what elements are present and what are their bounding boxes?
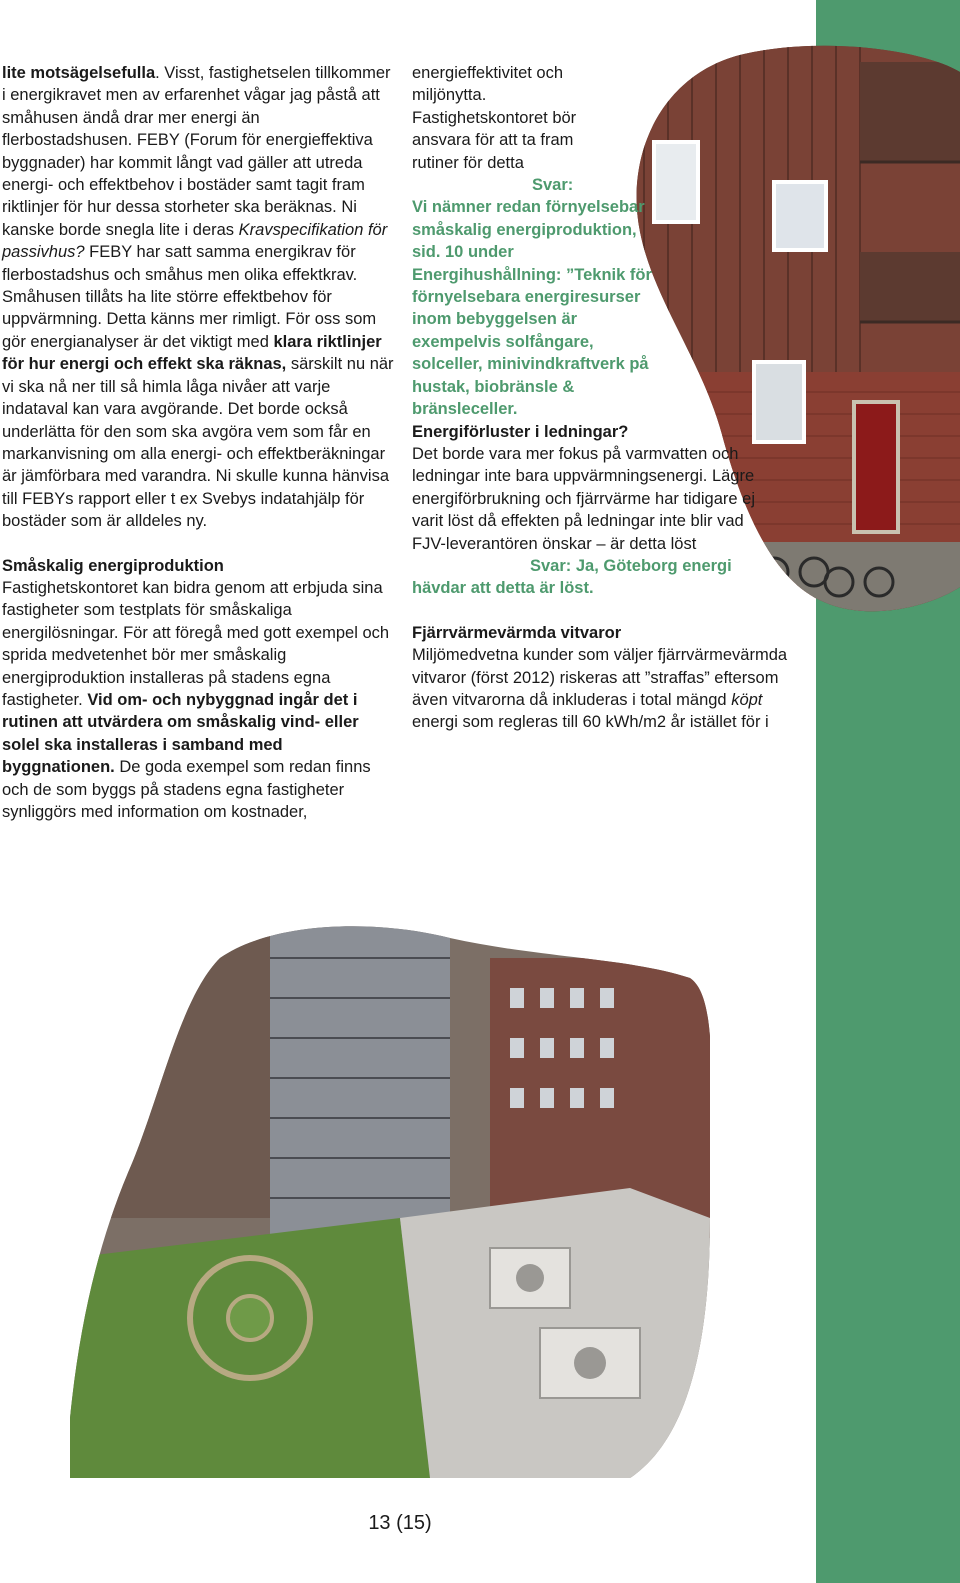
small-scale-text-1: Fastighetskontoret kan bidra genom att erbjuda sina fastigheter som testplats för småskaliga energilösningar. För att föregå med gott exempel och sprida medvetenhet bör mer småskalig energiproduktion installeras på stadens egna fastigheter. xyxy=(2,578,390,709)
heading-energy-losses: Energiförluster i ledningar? xyxy=(412,422,629,441)
small-scale-bold: Vid om- och nybyggnad ingår det i rutinen att utvärdera om småskalig vind- eller solel ska installeras i samband med byggnationen. xyxy=(2,690,359,777)
intro-italic-ref: Kravspecifikation för passivhus? xyxy=(2,220,388,262)
appliances-paragraph xyxy=(412,644,792,734)
answer-2-text: Svar: Ja, Göteborg energi hävdar att detta är löst. xyxy=(412,556,732,598)
intro-paragraph xyxy=(2,62,394,533)
heading-district-heating-appliances: Fjärrvärmevärmda vitvaror xyxy=(412,623,622,642)
intro-bold-guidelines: klara riktlinjer för hur energi och effekt ska räknas, xyxy=(2,332,382,374)
answer-1-text: Vi nämner redan förnyelsebar småskalig energiproduktion, sid. 10 under Energihushållning: ”Teknik för förnyelsebara energiresurser inom bebyggelsen är exempelvis solfångare, solceller, minivindkraftverk på hustak, biobränsle & bränsleceller. xyxy=(412,198,652,419)
section-heading-small-scale: Småskalig energiproduktion xyxy=(2,556,224,575)
left-column xyxy=(2,62,394,823)
intro-text-1: . Visst, fastighetselen tillkommer i energikravet men av erfarenhet vågar jag påstå att småhusen ändå drar mer energi än flerbostadshusen. FEBY (Forum för energieffektiva byggnader) har kommit långt vad gäller att utreda energi- och effektbehov i bostäder samt tagit fram riktlinjer för hur dessa storheter ska beräknas. Ni kanske borde snegla lite i deras xyxy=(2,64,391,239)
page-number: 13 (15) xyxy=(368,1512,432,1534)
intro-text-3: särskilt nu när vi ska nå ner till så himla låga nivåer att varje indataval kan vara avgörande. Det borde också underlätta för den som ska avgöra vem som får en markanvisning om alla energi- och effektberäkningar är jämförbara med varandra. Ni skulle kunna hänvisa till FEBYs rapport eller t ex Svebys indatahjälp för bostäder som är alldeles ny. xyxy=(2,355,394,531)
intro-bold-lead: lite motsägelsefulla xyxy=(2,64,156,82)
green-roof-photo xyxy=(70,918,710,1478)
answer-1-label: Svar: xyxy=(532,176,574,195)
energy-losses-paragraph: Det borde vara mer fokus på varmvatten och ledningar inte bara uppvärmningsenergi. Lägre energiförbrukning och fjärrvärme har tidigare ej varit löst då effekten på ledningar inte blir vad FJV-leverantören önskar – är detta löst xyxy=(412,444,756,553)
small-scale-paragraph xyxy=(2,577,394,823)
intro-text-2: FEBY har satt samma energikrav för flerbostadshus och småhus men olika effektkrav. Småhusen tillåts ha lite större effektbehov för uppvärmning. Detta känns mer rimligt. För oss som gör energianalyser är det viktigt med xyxy=(2,243,377,351)
right-column xyxy=(412,62,804,734)
appliances-text-2: energi som regleras till 60 kWh/m2 år istället för i xyxy=(412,713,769,732)
small-scale-text-2: De goda exempel som redan finns och de som byggs på stadens egna fastigheter synliggörs med information om kostnader, xyxy=(2,758,371,821)
appliances-italic: köpt xyxy=(731,690,763,709)
right-paragraph-1: energieffektivitet och miljönytta. Fastighetskontoret bör ansvara för att ta fram rutiner för detta xyxy=(412,64,577,172)
appliances-text-1: Miljömedvetna kunder som väljer fjärrvärmevärmda vitvaror (först 2012) riskeras att ”straffas” eftersom även vitvarorna då inkluderas i total mängd xyxy=(412,646,788,709)
